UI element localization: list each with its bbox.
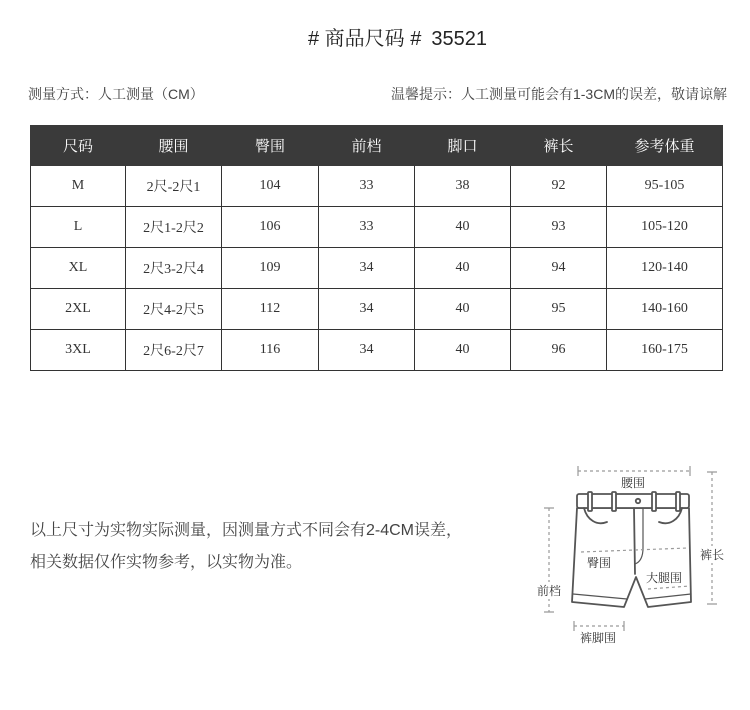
cell-hip: 104	[222, 166, 319, 207]
page-title	[308, 26, 487, 52]
disclaimer-line-1: 以上尺寸为实物实际测量，因测量方式不同会有2-4CM误差，	[30, 522, 463, 539]
cell-reference-weight: 160-175	[607, 330, 723, 371]
cell-waist: 2尺3-2尺4	[126, 248, 222, 289]
cell-reference-weight: 95-105	[607, 166, 723, 207]
cell-length: 94	[511, 248, 607, 289]
column-header-reference-weight: 参考体重	[607, 126, 723, 166]
shorts-measurement-diagram	[530, 460, 730, 660]
waist-button	[636, 499, 640, 503]
cell-hip: 112	[222, 289, 319, 330]
belt-loop	[652, 492, 656, 511]
cell-size: M	[31, 166, 126, 207]
belt-loop	[676, 492, 680, 511]
product-code: 35521	[431, 28, 487, 50]
size-table-body	[31, 166, 723, 371]
cell-leg-opening: 40	[415, 289, 511, 330]
shorts-illustration	[572, 492, 691, 607]
cell-size: 3XL	[31, 330, 126, 371]
cell-leg-opening: 40	[415, 207, 511, 248]
waistband	[577, 494, 689, 508]
cell-reference-weight: 105-120	[607, 207, 723, 248]
cell-length: 93	[511, 207, 607, 248]
disclaimer-note	[30, 515, 462, 579]
cell-length: 96	[511, 330, 607, 371]
size-row-l	[31, 207, 723, 248]
waist-label: 腰围	[620, 476, 646, 490]
cell-hip: 106	[222, 207, 319, 248]
thigh-label: 大腿围	[645, 571, 683, 585]
cell-waist: 2尺-2尺1	[126, 166, 222, 207]
cell-reference-weight: 140-160	[607, 289, 723, 330]
length-label: 裤长	[699, 548, 725, 562]
size-table-head	[31, 126, 723, 166]
cell-front-rise: 33	[319, 207, 415, 248]
cell-front-rise: 33	[319, 166, 415, 207]
disclaimer-line-2: 相关数据仅作实物参考，以实物为准。	[30, 554, 303, 571]
column-header-front-rise: 前档	[319, 126, 415, 166]
cell-length: 92	[511, 166, 607, 207]
rise-label: 前档	[536, 584, 562, 598]
measure-method-note: 测量方式：人工测量（CM）	[28, 86, 204, 102]
cell-leg-opening: 40	[415, 248, 511, 289]
cell-leg-opening: 38	[415, 166, 511, 207]
cell-front-rise: 34	[319, 289, 415, 330]
size-row-m	[31, 166, 723, 207]
size-row-xl	[31, 248, 723, 289]
size-table-header-row	[31, 126, 723, 166]
column-header-hip: 臀围	[222, 126, 319, 166]
column-header-leg-opening: 脚口	[415, 126, 511, 166]
hip-label: 臀围	[586, 556, 612, 570]
cell-size: XL	[31, 248, 126, 289]
cell-waist: 2尺4-2尺5	[126, 289, 222, 330]
cell-hip: 116	[222, 330, 319, 371]
belt-loop	[612, 492, 616, 511]
measure-tip-note: 温馨提示：人工测量可能会有1-3CM的误差，敬请谅解	[390, 86, 727, 102]
cell-leg-opening: 40	[415, 330, 511, 371]
cell-waist: 2尺1-2尺2	[126, 207, 222, 248]
cell-hip: 109	[222, 248, 319, 289]
cell-length: 95	[511, 289, 607, 330]
title-text: # 商品尺码 #	[308, 28, 422, 50]
cell-front-rise: 34	[319, 248, 415, 289]
column-header-waist: 腰围	[126, 126, 222, 166]
cell-reference-weight: 120-140	[607, 248, 723, 289]
belt-loop	[588, 492, 592, 511]
leg-opening-label: 裤脚围	[579, 631, 617, 645]
column-header-length: 裤长	[511, 126, 607, 166]
cell-waist: 2尺6-2尺7	[126, 330, 222, 371]
cell-size: 2XL	[31, 289, 126, 330]
cell-front-rise: 34	[319, 330, 415, 371]
size-row-3xl	[31, 330, 723, 371]
size-table	[30, 125, 723, 371]
size-row-2xl	[31, 289, 723, 330]
cell-size: L	[31, 207, 126, 248]
column-header-size: 尺码	[31, 126, 126, 166]
